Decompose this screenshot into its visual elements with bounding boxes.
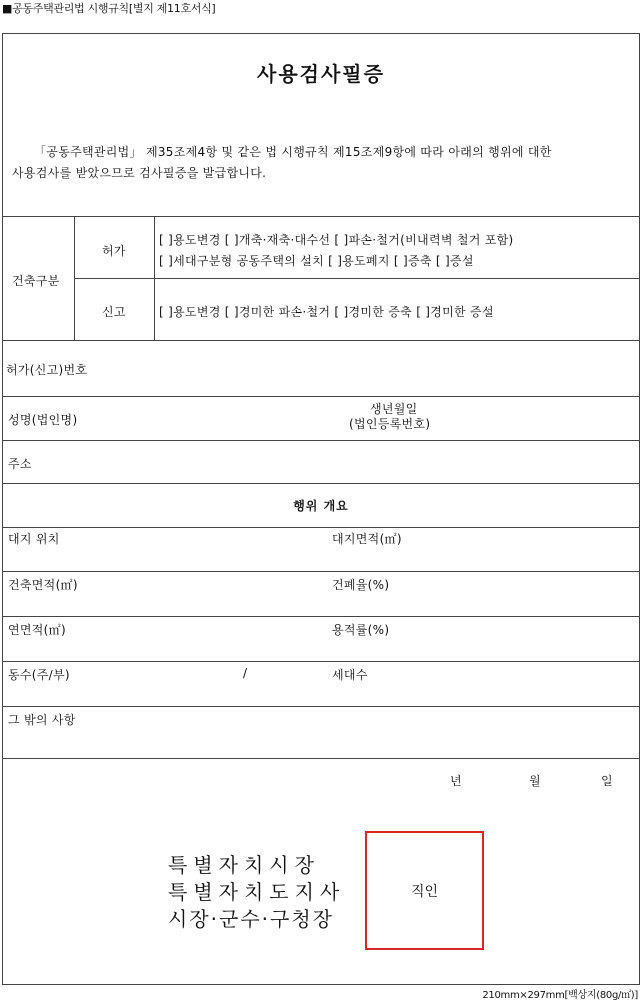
permit-number-label: 허가(신고)번호 [6, 363, 88, 377]
divider [2, 216, 640, 217]
floor-area-label: 연면적(㎡) [8, 623, 66, 637]
date-day: 일 [601, 774, 613, 788]
site-location-label: 대지 위치 [8, 532, 60, 546]
floor-area-ratio-label: 용적률(%) [332, 623, 390, 637]
divider [2, 706, 640, 707]
permit-options-line-1: [ ]용도변경 [ ]개축·재축·대수선 [ ]파손·철거(비내력벽 철거 포함) [159, 233, 514, 247]
report-options-line-1: [ ]용도변경 [ ]경미한 파손·철거 [ ]경미한 증축 [ ]경미한 증설 [159, 305, 494, 319]
date-month: 월 [529, 774, 541, 788]
divider [74, 216, 75, 340]
divider [2, 340, 640, 341]
divider [154, 216, 155, 340]
date-year: 년 [450, 774, 462, 788]
issuer-block [168, 852, 345, 933]
form-reference: ■공동주택관리법 시행규칙[별지 제11호서식] [2, 2, 216, 15]
divider [2, 440, 640, 441]
report-label: 신고 [102, 305, 126, 319]
building-area-label: 건축면적(㎡) [8, 578, 78, 592]
intro-text [12, 142, 634, 184]
seal-label: 직인 [410, 883, 439, 900]
overview-heading: 행위 개요 [293, 499, 349, 513]
address-label: 주소 [8, 457, 32, 471]
building-category-label: 건축구분 [12, 274, 60, 288]
divider [2, 571, 640, 572]
name-label: 성명(법인명) [8, 413, 78, 427]
birth-label-line-1: 생년월일 [370, 402, 418, 416]
divider [2, 616, 640, 617]
intro-line-1: 「공동주택관리법」 제35조제4항 및 같은 법 시행규칙 제15조제9항에 따라 아래의 행위에 대한 [34, 145, 552, 159]
divider [2, 483, 640, 484]
issuer-line-2: 특별자치도지사 [168, 880, 346, 904]
site-area-label: 대지면적(㎡) [332, 532, 402, 546]
divider [2, 661, 640, 662]
building-count-separator: / [243, 666, 248, 680]
building-count-label: 동수(주/부) [8, 668, 70, 682]
divider [74, 278, 640, 279]
coverage-ratio-label: 건폐율(%) [332, 578, 390, 592]
birth-label-line-2: (법인등록번호) [349, 417, 431, 431]
divider [2, 527, 640, 528]
paper-spec: 210mm×297mm[백상지(80g/㎡)] [482, 990, 638, 1001]
others-label: 그 밖의 사항 [8, 713, 76, 727]
permit-options-line-2: [ ]세대구분형 공동주택의 설치 [ ]용도폐지 [ ]증축 [ ]증설 [159, 254, 474, 268]
permit-label: 허가 [102, 244, 126, 258]
issuer-line-3: 시장·군수·구청장 [168, 907, 334, 931]
divider [2, 396, 640, 397]
divider [2, 758, 640, 759]
page-title: 사용검사필증 [257, 62, 385, 86]
issuer-line-1: 특별자치시장 [168, 853, 320, 877]
households-label: 세대수 [332, 668, 368, 682]
official-seal-box [365, 831, 484, 950]
intro-line-2: 사용검사를 받았으므로 검사필증을 발급합니다. [12, 166, 267, 180]
